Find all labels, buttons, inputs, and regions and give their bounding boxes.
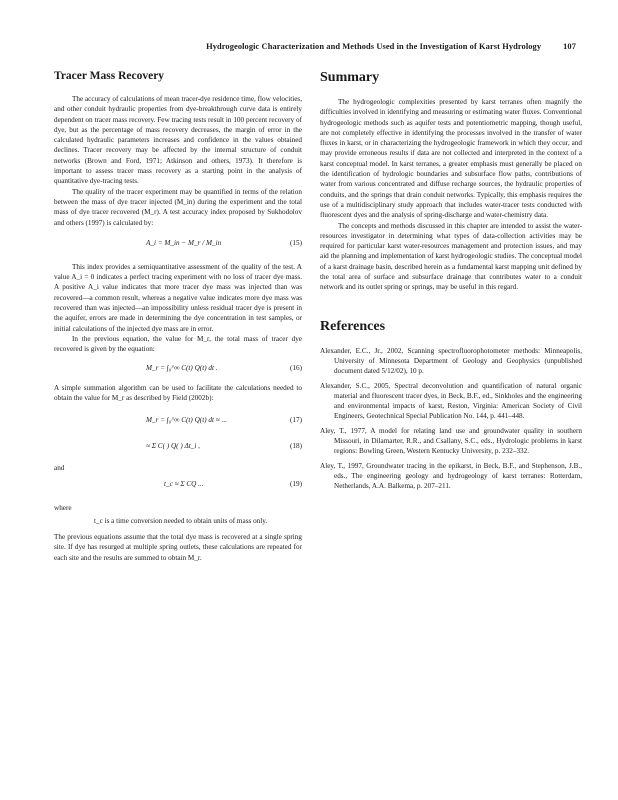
equation-text: M_r = ∫₀^∞ C(t) Q(t) dt . bbox=[146, 363, 218, 372]
paragraph: In the previous equation, the value for M_r, the total mass of tracer dye recovered is given by the equation: bbox=[54, 334, 302, 354]
spacer bbox=[320, 293, 582, 319]
section-heading-references: References bbox=[320, 318, 386, 334]
where-definition: t_c is a time conversion needed to obtain units of mass only. bbox=[94, 516, 268, 525]
equation-18 bbox=[54, 437, 302, 457]
paragraph: This index provides a semiquantitative assessment of the quality of the test. A value A_i = 0 indicates a perfect tracing experiment with no loss of tracer dye mass. A positive A_i value indicates that more tracer dye mass was injected than was recovered—a common result, whereas a negative value indicates more dye mass was recovered than was injected—an impossibility unless residual tracer dye is present in the aquifer, errors are made in determining the dye concentration in test samples, or initial calculations of the injected dye mass are in error. bbox=[54, 262, 302, 333]
equation-number: (17) bbox=[290, 416, 302, 425]
section-heading-tracer-mass-recovery: Tracer Mass Recovery bbox=[54, 70, 165, 82]
running-head bbox=[0, 42, 576, 51]
reference-entry: Alexander, S.C., 2005, Spectral deconvolution and quantification of natural organic material and fluorescent tracer dyes, in Beck, B.F., ed., Sinkholes and the engineering and environmental impacts of karst, Reston, Virginia: American Society of Civil Engineers, Geotechnical Special Publication No. 144, p. 441–448. bbox=[320, 381, 582, 421]
where-text: where bbox=[54, 504, 72, 513]
equation-number: (15) bbox=[290, 238, 302, 247]
equation-text: M_r = ∫₀^∞ C(t) Q(t) dt ≈ ... bbox=[146, 416, 227, 425]
section-heading-summary: Summary bbox=[320, 70, 380, 85]
equation-text: A_i = M_in − M_r / M_in bbox=[146, 238, 222, 247]
reference-entry: Aley, T., 1997, Groundwater tracing in the epikarst, in Beck, B.F., and Stephenson, J.B., eds., The engineering geology and hydrogeology of karst terranes: Rotterdam, Netherlands, A.A. Balkema, p. 207–211. bbox=[320, 461, 582, 491]
equation-number: (18) bbox=[290, 442, 302, 451]
equation-17 bbox=[54, 411, 302, 431]
equation-16 bbox=[54, 359, 302, 379]
equation-19 bbox=[54, 475, 302, 495]
equation-text: t_c ≈ Σ CQ ... bbox=[164, 480, 204, 489]
paragraph: The quality of the tracer experiment may be quantified in terms of the relation between the mass of dye tracer injected (M_in) during the experiment and the total mass of dye tracer recovered (M_r). A test accuracy index proposed by Sukhodolov and others (1997) is calculated by: bbox=[54, 187, 302, 227]
equation-number: (19) bbox=[290, 480, 302, 489]
reference-entry: Alexander, E.C., Jr., 2002, Scanning spectrofluorophotometer methods: Minneapolis, University of Minnesota Department of Geology and Geophysics (unpublished document dated 5/12/02), 10 p. bbox=[320, 346, 582, 376]
reference-entry: Aley, T., 1977, A model for relating land use and groundwater quality in southern Missouri, in Dilamarter, R.R., and Csallany, S.C., eds., Hydrologic problems in karst regions: Bowling Green, Western Kentucky University, p. 232–332. bbox=[320, 426, 582, 456]
paragraph: The previous equations assume that the total dye mass is recovered at a single spring site. If dye has resurged at multiple spring outlets, these calculations are repeated for each site and the results are summed to obtain M_r. bbox=[54, 533, 302, 562]
right-column bbox=[320, 70, 582, 496]
and-text: and bbox=[54, 464, 65, 473]
equation-text: ≈ Σ C( ) Q( ) Δt_i , bbox=[146, 442, 200, 451]
equation-number: (16) bbox=[290, 363, 302, 372]
left-column bbox=[54, 70, 302, 563]
paragraph: The hydrogeologic complexities presented by karst terranes often magnify the difficulties involved in identifying and measuring or estimating water fluxes. Conventional hydrogeologic methods such as aquifer tests and potentiometric mapping, though useful, are not completely effective in identifying the processes involved in the transfer of water fluxes in karst, or in characterizing the hydrogeologic framework in which they occur, and may provide erroneous results if data are not collected and interpreted in the context of a karst conceptual model. In karst terranes, a greater emphasis must generally be placed on the identification of hydrologic boundaries and subsurface flow paths, contributions of water from various concentrated and diffuse recharge sources, the hydraulic properties of conduits, and the springs that drain conduit networks. Typically, this emphasis requires the use of a multidisciplinary study approach that includes water-tracer tests conducted with fluorescent dyes and the analysis of spring-discharge and water-chemistry data. bbox=[320, 98, 582, 220]
paragraph: The accuracy of calculations of mean tracer-dye residence time, flow velocities, and other conduit hydraulic properties from dye-breakthrough curve data is entirely dependent on tracer mass recovery. Few tracing tests result in 100 percent recovery of dye, but as the percentage of mass recovery decreases, the margin of error in the calculated hydraulic parameters increases and confidence in the values obtained declines. Tracer recovery may be affected by the internal structure of conduit networks (Brown and Ford, 1971; Atkinson and others, 1973). It therefore is important to assess tracer mass recovery as a starting point in the analysis of quantitative dye-tracing tests. bbox=[54, 95, 302, 186]
running-head-title: Hydrogeologic Characterization and Methods Used in the Investigation of Karst Hydrology bbox=[206, 42, 542, 51]
equation-15 bbox=[54, 234, 302, 254]
page-number: 107 bbox=[563, 42, 576, 51]
paragraph: The concepts and methods discussed in this chapter are intended to assist the water-resources investigator in determining what types of data-collection activities may be required for particular karst water-resources management and protection issues, and may aid the planning and implementation of karst hydrogeologic studies. The conceptual model of a karst drainage basin, described herein as a fundamental karst mapping unit defined by the total area of surface and subsurface drainage that contributes water to a conduit network and its outlet spring or springs, may be useful in this regard. bbox=[320, 221, 582, 292]
paragraph: A simple summation algorithm can be used to facilitate the calculations needed to obtain the value for M_r as described by Field (2002b): bbox=[54, 383, 302, 402]
